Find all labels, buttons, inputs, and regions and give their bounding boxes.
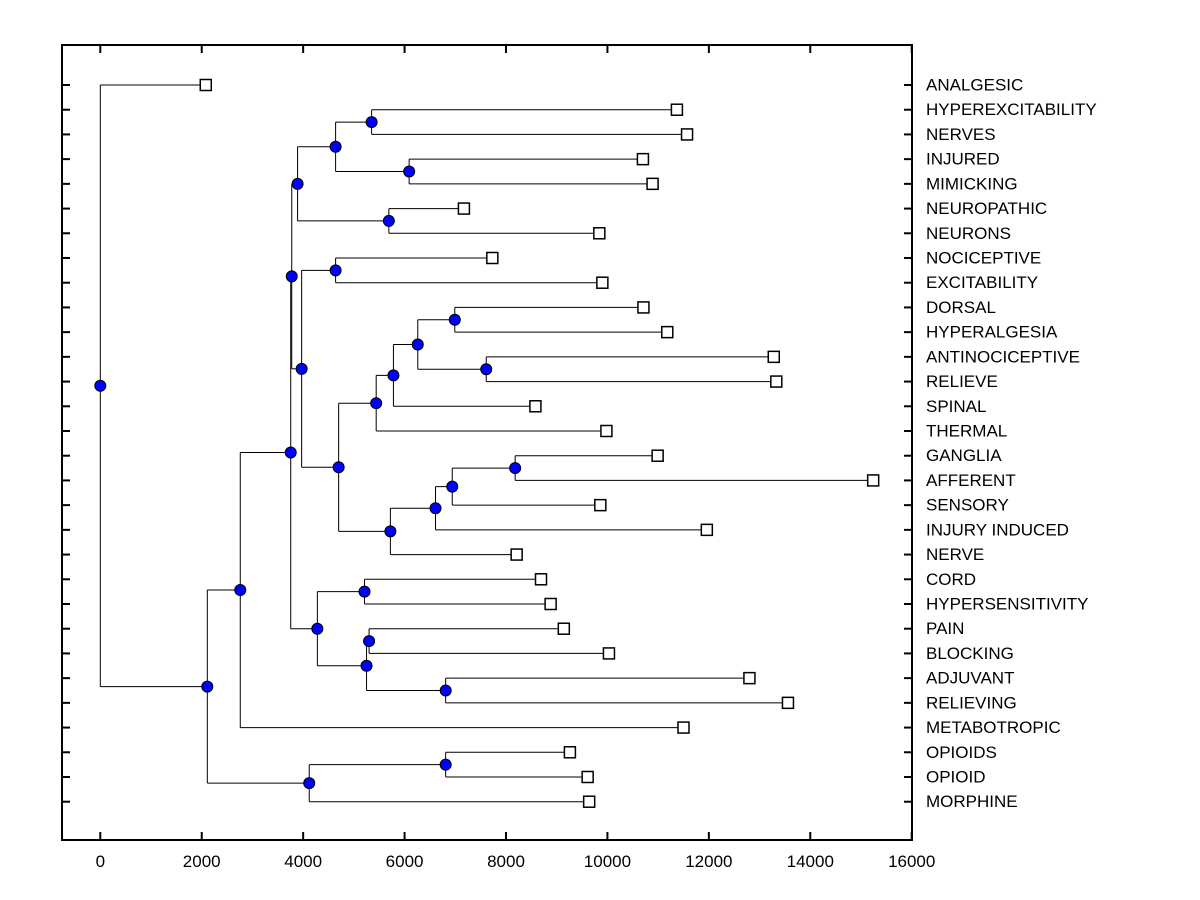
internal-node-marker — [383, 215, 394, 226]
leaf-label: HYPEREXCITABILITY — [926, 100, 1097, 120]
x-axis-tick-label: 2000 — [182, 852, 221, 871]
x-axis-tick-label: 10000 — [583, 852, 632, 871]
leaf-label: INJURY INDUCED — [926, 520, 1069, 540]
leaf-label: NEURONS — [926, 223, 1012, 243]
leaf-label: INJURED — [926, 149, 1000, 169]
x-axis-tick-label: 6000 — [385, 852, 424, 871]
leaf-label: NERVE — [926, 545, 985, 565]
leaf-marker-square — [487, 252, 498, 263]
leaf-marker-square — [671, 104, 682, 115]
internal-node-marker — [364, 636, 375, 647]
leaf-label: HYPERSENSITIVITY — [926, 594, 1089, 614]
axes-border — [62, 45, 912, 840]
leaf-label: RELIEVING — [926, 693, 1017, 713]
leaf-label: NOCICEPTIVE — [926, 248, 1042, 268]
x-axis-tick-label: 4000 — [284, 852, 323, 871]
leaf-marker-square — [200, 80, 211, 91]
internal-node-marker — [292, 178, 303, 189]
leaf-marker-square — [458, 203, 469, 214]
leaf-label: ANTINOCICEPTIVE — [926, 347, 1080, 367]
leaf-marker-square — [564, 747, 575, 758]
internal-node-marker — [510, 463, 521, 474]
leaf-label: BLOCKING — [926, 643, 1014, 663]
leaf-marker-square — [637, 154, 648, 165]
internal-node-marker — [388, 370, 399, 381]
leaf-label: SPINAL — [926, 396, 987, 416]
leaf-marker-square — [782, 697, 793, 708]
leaf-marker-square — [558, 623, 569, 634]
internal-node-marker — [412, 339, 423, 350]
internal-node-marker — [285, 447, 296, 458]
internal-node-marker — [447, 481, 458, 492]
leaf-marker-square — [662, 327, 673, 338]
leaf-marker-square — [603, 648, 614, 659]
leaf-marker-square — [678, 722, 689, 733]
internal-node-marker — [481, 364, 492, 375]
leaf-marker-square — [744, 673, 755, 684]
leaf-label: SENSORY — [926, 495, 1009, 515]
leaf-label: THERMAL — [926, 421, 1008, 441]
leaf-label: RELIEVE — [926, 372, 998, 392]
internal-node-marker — [304, 778, 315, 789]
leaf-label: PAIN — [926, 619, 965, 639]
x-axis-tick-label: 16000 — [888, 852, 936, 871]
leaf-label: ADJUVANT — [926, 668, 1015, 688]
internal-node-marker — [449, 314, 460, 325]
leaf-marker-square — [597, 277, 608, 288]
leaf-marker-square — [768, 351, 779, 362]
leaf-marker-square — [545, 598, 556, 609]
internal-node-marker — [385, 526, 396, 537]
leaf-marker-square — [868, 475, 879, 486]
internal-node-marker — [296, 363, 307, 374]
leaf-marker-square — [582, 771, 593, 782]
internal-node-marker — [366, 117, 377, 128]
leaf-label: EXCITABILITY — [926, 273, 1039, 293]
leaf-label: DORSAL — [926, 297, 996, 317]
internal-node-marker — [202, 681, 213, 692]
internal-node-marker — [440, 685, 451, 696]
internal-node-marker — [404, 166, 415, 177]
leaf-label: AFFERENT — [926, 470, 1016, 490]
leaf-marker-square — [701, 524, 712, 535]
x-axis-tick-label: 8000 — [487, 852, 525, 871]
leaf-label: NEUROPATHIC — [926, 199, 1048, 219]
leaf-label: OPIOID — [926, 767, 986, 787]
leaf-marker-square — [647, 178, 658, 189]
leaf-marker-square — [511, 549, 522, 560]
leaf-marker-square — [594, 228, 605, 239]
internal-node-marker — [330, 265, 341, 276]
internal-node-marker — [286, 271, 297, 282]
leaf-marker-square — [595, 500, 606, 511]
internal-node-marker — [333, 462, 344, 473]
leaf-label: ANALGESIC — [926, 75, 1024, 95]
internal-node-marker — [312, 623, 323, 634]
internal-node-marker — [330, 141, 341, 152]
leaf-marker-square — [638, 302, 649, 313]
x-axis-tick-label: 0 — [95, 852, 106, 871]
internal-node-marker — [235, 585, 246, 596]
leaf-label: MORPHINE — [926, 792, 1018, 812]
internal-node-marker — [371, 398, 382, 409]
x-axis-tick-label: 12000 — [685, 852, 733, 871]
leaf-marker-square — [535, 574, 546, 585]
leaf-marker-square — [530, 401, 541, 412]
leaf-label: NERVES — [926, 124, 996, 144]
internal-node-marker — [361, 660, 372, 671]
internal-node-marker — [430, 503, 441, 514]
leaf-marker-square — [652, 450, 663, 461]
leaf-marker-square — [682, 129, 693, 140]
leaf-label: MIMICKING — [926, 174, 1018, 194]
internal-node-marker — [440, 759, 451, 770]
leaf-marker-square — [771, 376, 782, 387]
internal-node-marker — [95, 380, 106, 391]
leaf-label: OPIOIDS — [926, 742, 997, 762]
leaf-marker-square — [601, 425, 612, 436]
internal-node-marker — [359, 586, 370, 597]
leaf-label: GANGLIA — [926, 446, 1002, 466]
leaf-marker-square — [584, 796, 595, 807]
leaf-label: CORD — [926, 569, 977, 589]
x-axis-tick-label: 14000 — [786, 852, 834, 871]
leaf-label: METABOTROPIC — [926, 718, 1061, 738]
leaf-label: HYPERALGESIA — [926, 322, 1058, 342]
